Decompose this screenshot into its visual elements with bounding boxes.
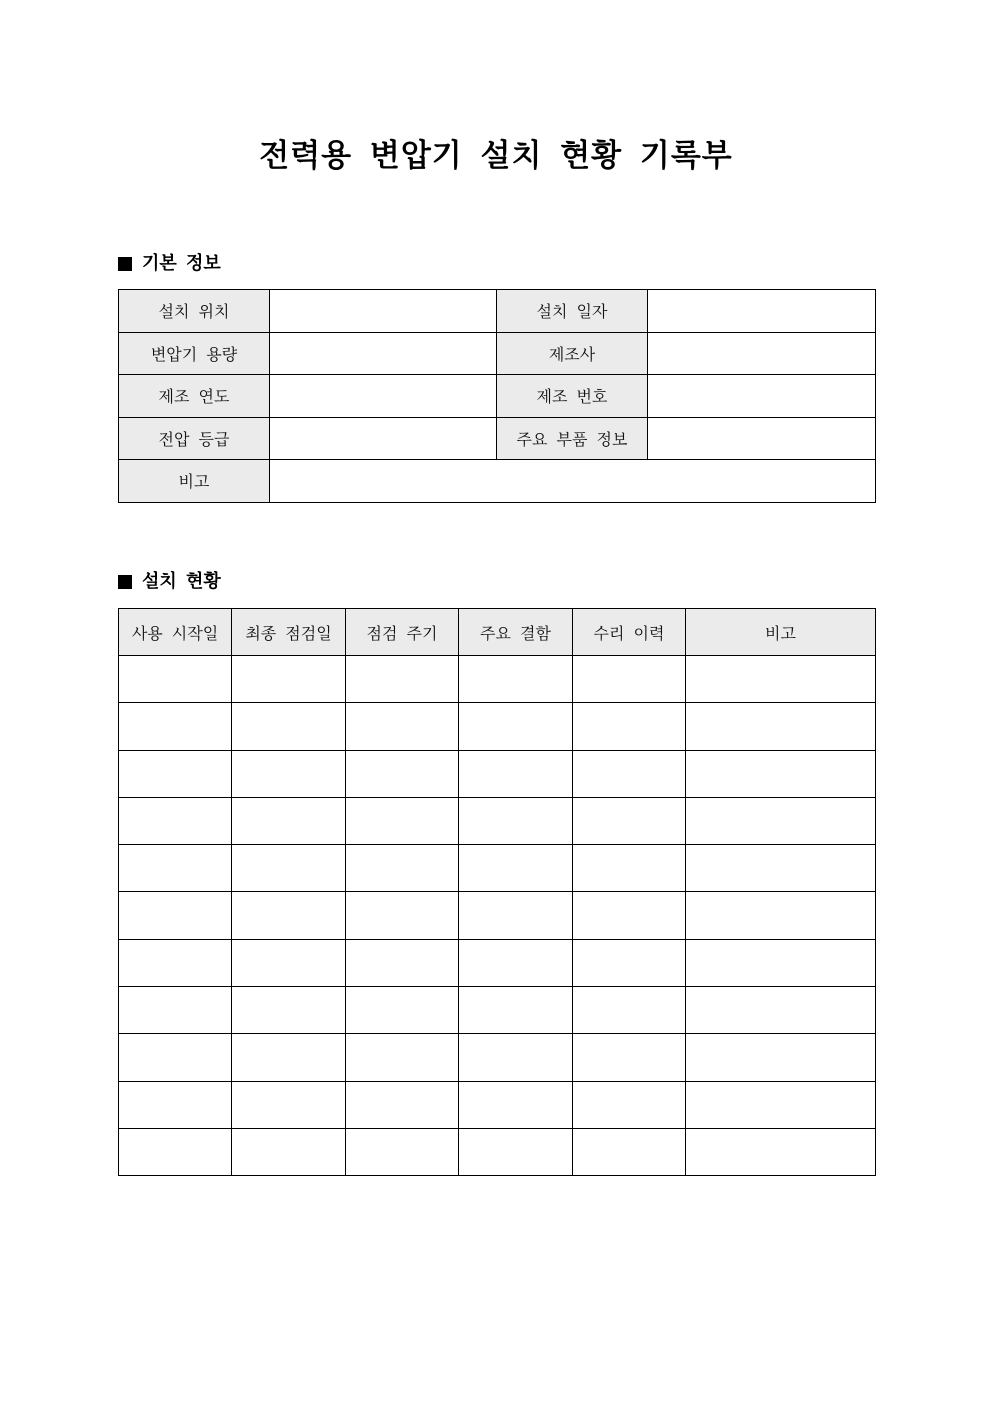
- cell-last-inspection[interactable]: [232, 892, 346, 939]
- cell-inspection-cycle[interactable]: [346, 1034, 459, 1081]
- label-manufacture-year: 제조 연도: [119, 375, 270, 418]
- cell-start-date[interactable]: [119, 845, 232, 892]
- cell-start-date[interactable]: [119, 1128, 232, 1175]
- column-header-remarks: 비고: [686, 609, 876, 656]
- field-manufacturer[interactable]: [648, 332, 876, 375]
- cell-start-date[interactable]: [119, 1034, 232, 1081]
- field-install-date[interactable]: [648, 290, 876, 333]
- cell-remarks[interactable]: [686, 939, 876, 986]
- table-header-row: [119, 609, 876, 656]
- cell-remarks[interactable]: [686, 1128, 876, 1175]
- field-remarks[interactable]: [270, 460, 876, 503]
- label-install-date: 설치 일자: [497, 290, 648, 333]
- cell-inspection-cycle[interactable]: [346, 939, 459, 986]
- cell-major-defects[interactable]: [459, 987, 573, 1034]
- table-row: [119, 987, 876, 1034]
- field-voltage-class[interactable]: [270, 417, 497, 460]
- cell-inspection-cycle[interactable]: [346, 892, 459, 939]
- table-row: [119, 750, 876, 797]
- cell-repair-history[interactable]: [573, 1081, 686, 1128]
- section-heading-basic-info: [118, 252, 221, 276]
- field-manufacture-year[interactable]: [270, 375, 497, 418]
- cell-remarks[interactable]: [686, 1081, 876, 1128]
- cell-major-defects[interactable]: [459, 1081, 573, 1128]
- cell-remarks[interactable]: [686, 750, 876, 797]
- cell-last-inspection[interactable]: [232, 797, 346, 844]
- cell-remarks[interactable]: [686, 845, 876, 892]
- cell-inspection-cycle[interactable]: [346, 750, 459, 797]
- cell-major-defects[interactable]: [459, 797, 573, 844]
- cell-repair-history[interactable]: [573, 892, 686, 939]
- install-status-table: [118, 608, 876, 1176]
- cell-last-inspection[interactable]: [232, 703, 346, 750]
- table-row: [119, 1081, 876, 1128]
- cell-remarks[interactable]: [686, 987, 876, 1034]
- cell-last-inspection[interactable]: [232, 750, 346, 797]
- table-row: [119, 892, 876, 939]
- table-row: [119, 845, 876, 892]
- page-title: 전력용 변압기 설치 현황 기록부: [259, 138, 733, 174]
- cell-start-date[interactable]: [119, 892, 232, 939]
- column-header-major-defects: 주요 결함: [459, 609, 573, 656]
- cell-repair-history[interactable]: [573, 797, 686, 844]
- cell-repair-history[interactable]: [573, 656, 686, 703]
- cell-inspection-cycle[interactable]: [346, 703, 459, 750]
- label-remarks: 비고: [119, 460, 270, 503]
- column-header-start-date: 사용 시작일: [119, 609, 232, 656]
- cell-repair-history[interactable]: [573, 845, 686, 892]
- label-manufacturer: 제조사: [497, 332, 648, 375]
- black-square-icon: [118, 257, 132, 271]
- cell-inspection-cycle[interactable]: [346, 1081, 459, 1128]
- cell-repair-history[interactable]: [573, 987, 686, 1034]
- cell-inspection-cycle[interactable]: [346, 797, 459, 844]
- cell-last-inspection[interactable]: [232, 845, 346, 892]
- cell-inspection-cycle[interactable]: [346, 845, 459, 892]
- cell-start-date[interactable]: [119, 703, 232, 750]
- cell-repair-history[interactable]: [573, 939, 686, 986]
- cell-major-defects[interactable]: [459, 656, 573, 703]
- cell-remarks[interactable]: [686, 703, 876, 750]
- table-row: [119, 332, 876, 375]
- table-row: [119, 797, 876, 844]
- cell-remarks[interactable]: [686, 1034, 876, 1081]
- cell-major-defects[interactable]: [459, 750, 573, 797]
- label-main-parts-info: 주요 부품 정보: [497, 417, 648, 460]
- table-row: [119, 703, 876, 750]
- label-serial-number: 제조 번호: [497, 375, 648, 418]
- field-install-location[interactable]: [270, 290, 497, 333]
- table-row: [119, 939, 876, 986]
- cell-last-inspection[interactable]: [232, 1081, 346, 1128]
- cell-major-defects[interactable]: [459, 892, 573, 939]
- section-heading-label: 기본 정보: [142, 253, 221, 274]
- cell-start-date[interactable]: [119, 939, 232, 986]
- field-serial-number[interactable]: [648, 375, 876, 418]
- cell-repair-history[interactable]: [573, 1034, 686, 1081]
- cell-major-defects[interactable]: [459, 1034, 573, 1081]
- label-voltage-class: 전압 등급: [119, 417, 270, 460]
- label-transformer-capacity: 변압기 용량: [119, 332, 270, 375]
- cell-start-date[interactable]: [119, 750, 232, 797]
- cell-start-date[interactable]: [119, 797, 232, 844]
- cell-inspection-cycle[interactable]: [346, 1128, 459, 1175]
- cell-inspection-cycle[interactable]: [346, 987, 459, 1034]
- cell-major-defects[interactable]: [459, 939, 573, 986]
- cell-start-date[interactable]: [119, 987, 232, 1034]
- cell-remarks[interactable]: [686, 892, 876, 939]
- label-install-location: 설치 위치: [119, 290, 270, 333]
- table-row: [119, 290, 876, 333]
- cell-start-date[interactable]: [119, 1081, 232, 1128]
- basic-info-table: [118, 289, 876, 503]
- cell-last-inspection[interactable]: [232, 1128, 346, 1175]
- cell-repair-history[interactable]: [573, 750, 686, 797]
- cell-last-inspection[interactable]: [232, 987, 346, 1034]
- table-row: [119, 417, 876, 460]
- section-heading-label: 설치 현황: [142, 571, 221, 592]
- cell-remarks[interactable]: [686, 656, 876, 703]
- cell-start-date[interactable]: [119, 656, 232, 703]
- table-row: [119, 1034, 876, 1081]
- cell-inspection-cycle[interactable]: [346, 656, 459, 703]
- cell-remarks[interactable]: [686, 797, 876, 844]
- field-main-parts-info[interactable]: [648, 417, 876, 460]
- column-header-repair-history: 수리 이력: [573, 609, 686, 656]
- cell-repair-history[interactable]: [573, 1128, 686, 1175]
- cell-last-inspection[interactable]: [232, 939, 346, 986]
- cell-last-inspection[interactable]: [232, 656, 346, 703]
- table-row: [119, 460, 876, 503]
- cell-major-defects[interactable]: [459, 1128, 573, 1175]
- table-row: [119, 375, 876, 418]
- cell-last-inspection[interactable]: [232, 1034, 346, 1081]
- field-transformer-capacity[interactable]: [270, 332, 497, 375]
- section-heading-install-status: [118, 570, 221, 594]
- cell-major-defects[interactable]: [459, 703, 573, 750]
- cell-major-defects[interactable]: [459, 845, 573, 892]
- cell-repair-history[interactable]: [573, 703, 686, 750]
- column-header-inspection-cycle: 점검 주기: [346, 609, 459, 656]
- table-row: [119, 656, 876, 703]
- column-header-last-inspection: 최종 점검일: [232, 609, 346, 656]
- table-row: [119, 1128, 876, 1175]
- black-square-icon: [118, 575, 132, 589]
